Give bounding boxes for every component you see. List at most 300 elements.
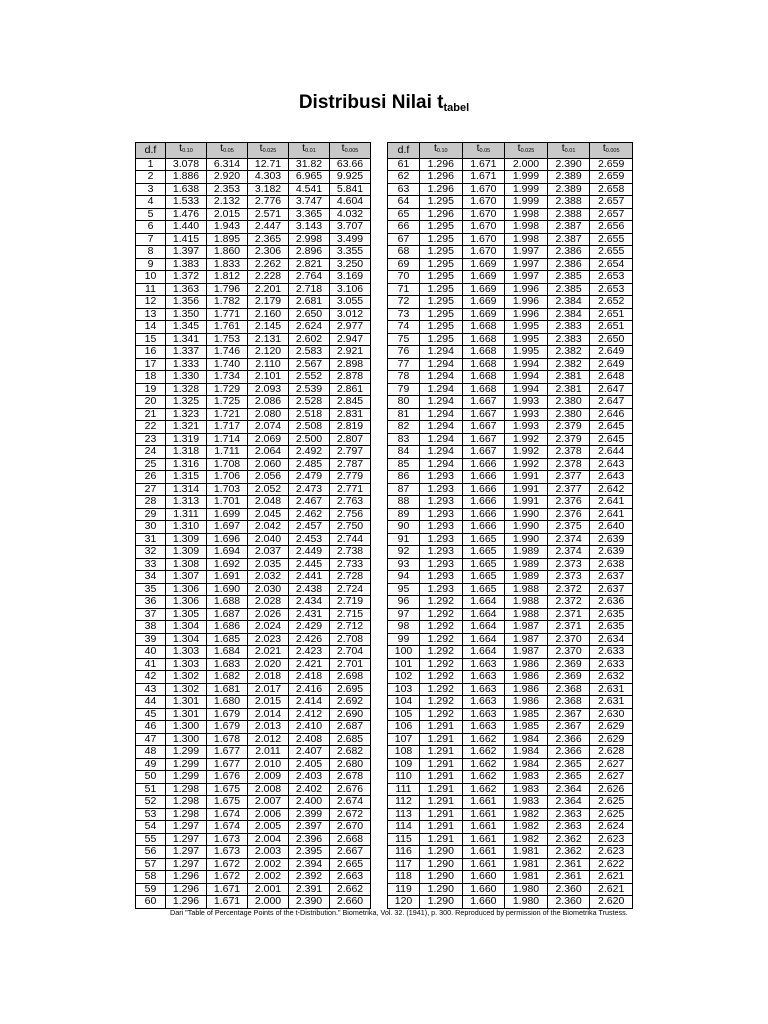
table-row	[136, 421, 371, 434]
df-cell: 53	[136, 808, 166, 821]
value-cell: 2.756	[330, 508, 371, 521]
df-cell: 10	[136, 271, 166, 284]
value-cell: 2.306	[248, 246, 289, 259]
value-cell: 2.620	[590, 896, 633, 909]
value-cell: 2.032	[248, 571, 289, 584]
column-header	[207, 143, 248, 159]
table-row	[388, 858, 633, 871]
value-cell: 2.069	[248, 433, 289, 446]
value-cell: 2.660	[330, 896, 371, 909]
value-cell: 1.671	[462, 158, 505, 171]
table-row	[136, 271, 371, 284]
value-cell: 1.666	[462, 508, 505, 521]
value-cell: 1.995	[505, 321, 548, 334]
value-cell: 2.042	[248, 521, 289, 534]
value-cell: 1.667	[462, 446, 505, 459]
value-cell: 3.143	[289, 221, 330, 234]
value-cell: 2.365	[547, 758, 590, 771]
table-row	[136, 483, 371, 496]
df-cell: 76	[388, 346, 420, 359]
value-cell: 1.318	[166, 446, 207, 459]
value-cell: 3.355	[330, 246, 371, 259]
value-cell: 1.676	[207, 771, 248, 784]
df-cell: 90	[388, 521, 420, 534]
table-row	[136, 321, 371, 334]
value-cell: 1.293	[420, 533, 463, 546]
value-cell: 2.396	[289, 833, 330, 846]
value-cell: 1.986	[505, 671, 548, 684]
value-cell: 2.395	[289, 846, 330, 859]
value-cell: 3.169	[330, 271, 371, 284]
value-cell: 2.390	[289, 896, 330, 909]
value-cell: 2.002	[248, 858, 289, 871]
value-cell: 1.989	[505, 546, 548, 559]
value-cell: 2.391	[289, 883, 330, 896]
value-cell: 1.995	[505, 346, 548, 359]
table-row	[388, 521, 633, 534]
value-cell: 1.680	[207, 696, 248, 709]
value-cell: 3.182	[248, 183, 289, 196]
value-cell: 1.672	[207, 858, 248, 871]
df-cell: 32	[136, 546, 166, 559]
value-cell: 3.365	[289, 208, 330, 221]
value-cell: 5.841	[330, 183, 371, 196]
value-cell: 1.291	[420, 783, 463, 796]
t-table-right	[387, 142, 633, 909]
value-cell: 2.402	[289, 783, 330, 796]
df-cell: 72	[388, 296, 420, 309]
value-cell: 1.291	[420, 746, 463, 759]
value-cell: 1.295	[420, 308, 463, 321]
table-row	[388, 483, 633, 496]
value-cell: 2.445	[289, 558, 330, 571]
value-cell: 1.304	[166, 621, 207, 634]
value-cell: 2.373	[547, 558, 590, 571]
value-cell: 2.638	[590, 558, 633, 571]
t-table-left	[135, 142, 371, 909]
value-cell: 1.663	[462, 721, 505, 734]
value-cell: 2.423	[289, 646, 330, 659]
table-row	[388, 221, 633, 234]
df-cell: 119	[388, 883, 420, 896]
df-cell: 57	[136, 858, 166, 871]
value-cell: 1.383	[166, 258, 207, 271]
value-cell: 2.625	[590, 796, 633, 809]
value-cell: 1.292	[420, 646, 463, 659]
title-main: Distribusi Nilai t	[298, 92, 444, 113]
value-cell: 1.337	[166, 346, 207, 359]
value-cell: 1.982	[505, 821, 548, 834]
value-cell: 6.314	[207, 158, 248, 171]
value-cell: 1.302	[166, 671, 207, 684]
value-cell: 1.345	[166, 321, 207, 334]
df-cell: 94	[388, 571, 420, 584]
value-cell: 1.995	[505, 333, 548, 346]
table-row	[388, 771, 633, 784]
table-row	[388, 896, 633, 909]
value-cell: 1.667	[462, 396, 505, 409]
value-cell: 1.987	[505, 621, 548, 634]
df-cell: 52	[136, 796, 166, 809]
value-cell: 1.295	[420, 271, 463, 284]
df-cell: 11	[136, 283, 166, 296]
table-row	[388, 296, 633, 309]
table-row	[136, 508, 371, 521]
value-cell: 1.295	[420, 296, 463, 309]
value-cell: 9.925	[330, 171, 371, 184]
value-cell: 1.298	[166, 796, 207, 809]
value-cell: 1.987	[505, 633, 548, 646]
table-row	[136, 246, 371, 259]
value-cell: 2.009	[248, 771, 289, 784]
value-cell: 2.132	[207, 196, 248, 209]
table-row	[136, 158, 371, 171]
value-cell: 4.303	[248, 171, 289, 184]
value-cell: 2.020	[248, 658, 289, 671]
value-cell: 2.001	[248, 883, 289, 896]
df-cell: 82	[388, 421, 420, 434]
df-cell: 24	[136, 446, 166, 459]
value-cell: 2.764	[289, 271, 330, 284]
value-cell: 1.687	[207, 608, 248, 621]
df-cell: 113	[388, 808, 420, 821]
value-cell: 2.365	[547, 771, 590, 784]
value-cell: 2.728	[330, 571, 371, 584]
value-cell: 2.410	[289, 721, 330, 734]
table-row	[388, 408, 633, 421]
df-cell: 96	[388, 596, 420, 609]
df-cell: 55	[136, 833, 166, 846]
value-cell: 1.708	[207, 458, 248, 471]
value-cell: 2.724	[330, 583, 371, 596]
value-cell: 1.666	[462, 483, 505, 496]
value-cell: 2.379	[547, 421, 590, 434]
value-cell: 2.457	[289, 521, 330, 534]
value-cell: 1.295	[420, 283, 463, 296]
value-cell: 1.986	[505, 658, 548, 671]
value-cell: 2.646	[590, 408, 633, 421]
value-cell: 1.290	[420, 846, 463, 859]
value-cell: 1.796	[207, 283, 248, 296]
column-header	[136, 143, 166, 159]
value-cell: 2.654	[590, 258, 633, 271]
df-cell: 99	[388, 633, 420, 646]
value-cell: 2.763	[330, 496, 371, 509]
table-row	[136, 433, 371, 446]
value-cell: 2.650	[590, 333, 633, 346]
value-cell: 2.643	[590, 471, 633, 484]
value-cell: 1.308	[166, 558, 207, 571]
value-cell: 2.362	[547, 833, 590, 846]
value-cell: 1.291	[420, 833, 463, 846]
value-cell: 1.987	[505, 646, 548, 659]
column-header-subscript: 0.05	[479, 148, 491, 154]
value-cell: 1.304	[166, 633, 207, 646]
df-cell: 58	[136, 871, 166, 884]
column-header	[462, 143, 505, 159]
value-cell: 1.314	[166, 483, 207, 496]
value-cell: 2.015	[207, 208, 248, 221]
table-row	[136, 821, 371, 834]
value-cell: 2.630	[590, 708, 633, 721]
value-cell: 1.297	[166, 821, 207, 834]
value-cell: 1.725	[207, 396, 248, 409]
value-cell: 1.333	[166, 358, 207, 371]
table-row	[136, 833, 371, 846]
value-cell: 2.353	[207, 183, 248, 196]
table-row	[388, 333, 633, 346]
value-cell: 2.567	[289, 358, 330, 371]
table-row	[136, 258, 371, 271]
df-cell: 85	[388, 458, 420, 471]
value-cell: 1.323	[166, 408, 207, 421]
table-row	[388, 183, 633, 196]
df-cell: 40	[136, 646, 166, 659]
value-cell: 2.650	[289, 308, 330, 321]
value-cell: 1.665	[462, 583, 505, 596]
table-row	[136, 471, 371, 484]
df-cell: 15	[136, 333, 166, 346]
value-cell: 3.499	[330, 233, 371, 246]
df-cell: 86	[388, 471, 420, 484]
value-cell: 2.643	[590, 458, 633, 471]
table-row	[136, 621, 371, 634]
value-cell: 2.387	[547, 221, 590, 234]
value-cell: 2.384	[547, 308, 590, 321]
value-cell: 1.701	[207, 496, 248, 509]
value-cell: 2.368	[547, 683, 590, 696]
table-row	[388, 208, 633, 221]
table-row	[388, 546, 633, 559]
df-cell: 14	[136, 321, 166, 334]
df-cell: 34	[136, 571, 166, 584]
df-cell: 120	[388, 896, 420, 909]
value-cell: 2.640	[590, 521, 633, 534]
table-row	[136, 521, 371, 534]
value-cell: 1.295	[420, 258, 463, 271]
value-cell: 1.988	[505, 608, 548, 621]
value-cell: 2.663	[330, 871, 371, 884]
value-cell: 2.369	[547, 671, 590, 684]
value-cell: 2.145	[248, 321, 289, 334]
value-cell: 1.670	[462, 196, 505, 209]
value-cell: 2.399	[289, 808, 330, 821]
df-cell: 103	[388, 683, 420, 696]
table-row	[388, 658, 633, 671]
df-cell: 105	[388, 708, 420, 721]
value-cell: 2.682	[330, 746, 371, 759]
value-cell: 2.672	[330, 808, 371, 821]
value-cell: 1.295	[420, 233, 463, 246]
value-cell: 2.651	[590, 321, 633, 334]
value-cell: 2.831	[330, 408, 371, 421]
df-cell: 37	[136, 608, 166, 621]
df-cell: 102	[388, 671, 420, 684]
value-cell: 2.712	[330, 621, 371, 634]
table-row	[388, 583, 633, 596]
value-cell: 1.293	[420, 496, 463, 509]
value-cell: 1.533	[166, 196, 207, 209]
value-cell: 1.666	[462, 458, 505, 471]
df-cell: 83	[388, 433, 420, 446]
table-row	[136, 283, 371, 296]
value-cell: 2.000	[248, 896, 289, 909]
value-cell: 2.633	[590, 646, 633, 659]
value-cell: 1.996	[505, 283, 548, 296]
value-cell: 2.074	[248, 421, 289, 434]
value-cell: 2.388	[547, 208, 590, 221]
value-cell: 2.655	[590, 233, 633, 246]
table-row	[136, 696, 371, 709]
table-row	[136, 758, 371, 771]
value-cell: 2.473	[289, 483, 330, 496]
table-row	[136, 846, 371, 859]
value-cell: 1.980	[505, 896, 548, 909]
table-row	[136, 796, 371, 809]
value-cell: 3.055	[330, 296, 371, 309]
value-cell: 2.678	[330, 771, 371, 784]
value-cell: 1.290	[420, 883, 463, 896]
value-cell: 1.993	[505, 396, 548, 409]
value-cell: 2.363	[547, 808, 590, 821]
value-cell: 2.701	[330, 658, 371, 671]
df-cell: 31	[136, 533, 166, 546]
value-cell: 1.299	[166, 746, 207, 759]
value-cell: 2.453	[289, 533, 330, 546]
value-cell: 2.665	[330, 858, 371, 871]
value-cell: 2.750	[330, 521, 371, 534]
table-row	[388, 621, 633, 634]
value-cell: 2.407	[289, 746, 330, 759]
value-cell: 2.376	[547, 496, 590, 509]
value-cell: 1.999	[505, 183, 548, 196]
value-cell: 2.370	[547, 646, 590, 659]
value-cell: 2.447	[248, 221, 289, 234]
value-cell: 1.316	[166, 458, 207, 471]
table-row	[388, 708, 633, 721]
value-cell: 1.761	[207, 321, 248, 334]
value-cell: 2.629	[590, 733, 633, 746]
value-cell: 1.397	[166, 246, 207, 259]
df-cell: 5	[136, 208, 166, 221]
value-cell: 2.370	[547, 633, 590, 646]
value-cell: 1.292	[420, 708, 463, 721]
value-cell: 2.639	[590, 533, 633, 546]
value-cell: 1.991	[505, 471, 548, 484]
value-cell: 2.462	[289, 508, 330, 521]
value-cell: 2.644	[590, 446, 633, 459]
value-cell: 1.294	[420, 346, 463, 359]
value-cell: 2.364	[547, 796, 590, 809]
value-cell: 2.704	[330, 646, 371, 659]
value-cell: 2.394	[289, 858, 330, 871]
value-cell: 2.861	[330, 383, 371, 396]
value-cell: 1.476	[166, 208, 207, 221]
table-row	[136, 883, 371, 896]
value-cell: 1.293	[420, 521, 463, 534]
value-cell: 1.294	[420, 371, 463, 384]
table-row	[136, 708, 371, 721]
df-cell: 3	[136, 183, 166, 196]
value-cell: 2.637	[590, 571, 633, 584]
value-cell: 2.680	[330, 758, 371, 771]
value-cell: 1.294	[420, 358, 463, 371]
value-cell: 1.706	[207, 471, 248, 484]
value-cell: 1.684	[207, 646, 248, 659]
value-cell: 2.571	[248, 208, 289, 221]
df-cell: 54	[136, 821, 166, 834]
value-cell: 2.657	[590, 196, 633, 209]
value-cell: 1.675	[207, 796, 248, 809]
value-cell: 2.372	[547, 583, 590, 596]
table-row	[388, 846, 633, 859]
df-cell: 80	[388, 396, 420, 409]
table-row	[388, 608, 633, 621]
df-cell: 19	[136, 383, 166, 396]
value-cell: 1.993	[505, 408, 548, 421]
value-cell: 1.660	[462, 871, 505, 884]
value-cell: 1.662	[462, 771, 505, 784]
value-cell: 2.371	[547, 621, 590, 634]
table-row	[136, 383, 371, 396]
value-cell: 2.383	[547, 333, 590, 346]
value-cell: 2.367	[547, 708, 590, 721]
value-cell: 2.007	[248, 796, 289, 809]
df-cell: 69	[388, 258, 420, 271]
table-row	[388, 571, 633, 584]
df-cell: 111	[388, 783, 420, 796]
table-row	[136, 346, 371, 359]
df-cell: 9	[136, 258, 166, 271]
value-cell: 2.378	[547, 458, 590, 471]
value-cell: 2.685	[330, 733, 371, 746]
value-cell: 1.998	[505, 233, 548, 246]
value-cell: 2.641	[590, 496, 633, 509]
value-cell: 1.998	[505, 221, 548, 234]
table-row	[136, 571, 371, 584]
df-cell: 65	[388, 208, 420, 221]
value-cell: 2.120	[248, 346, 289, 359]
value-cell: 1.298	[166, 808, 207, 821]
table-row	[388, 283, 633, 296]
value-cell: 3.078	[166, 158, 207, 171]
value-cell: 2.374	[547, 546, 590, 559]
column-header-subscript: 0.005	[344, 148, 359, 154]
value-cell: 2.771	[330, 483, 371, 496]
value-cell: 6.965	[289, 171, 330, 184]
value-cell: 2.015	[248, 696, 289, 709]
table-row	[136, 746, 371, 759]
value-cell: 1.341	[166, 333, 207, 346]
value-cell: 2.375	[547, 521, 590, 534]
df-cell: 107	[388, 733, 420, 746]
value-cell: 2.018	[248, 671, 289, 684]
value-cell: 2.653	[590, 283, 633, 296]
value-cell: 2.821	[289, 258, 330, 271]
value-cell: 2.004	[248, 833, 289, 846]
column-header-base: t	[602, 142, 606, 154]
value-cell: 1.982	[505, 808, 548, 821]
value-cell: 1.300	[166, 721, 207, 734]
table-row	[388, 558, 633, 571]
value-cell: 1.991	[505, 483, 548, 496]
value-cell: 2.382	[547, 346, 590, 359]
df-cell: 50	[136, 771, 166, 784]
column-header	[289, 143, 330, 159]
column-header-subscript: 0.10	[182, 148, 193, 154]
value-cell: 1.363	[166, 283, 207, 296]
value-cell: 2.389	[547, 183, 590, 196]
